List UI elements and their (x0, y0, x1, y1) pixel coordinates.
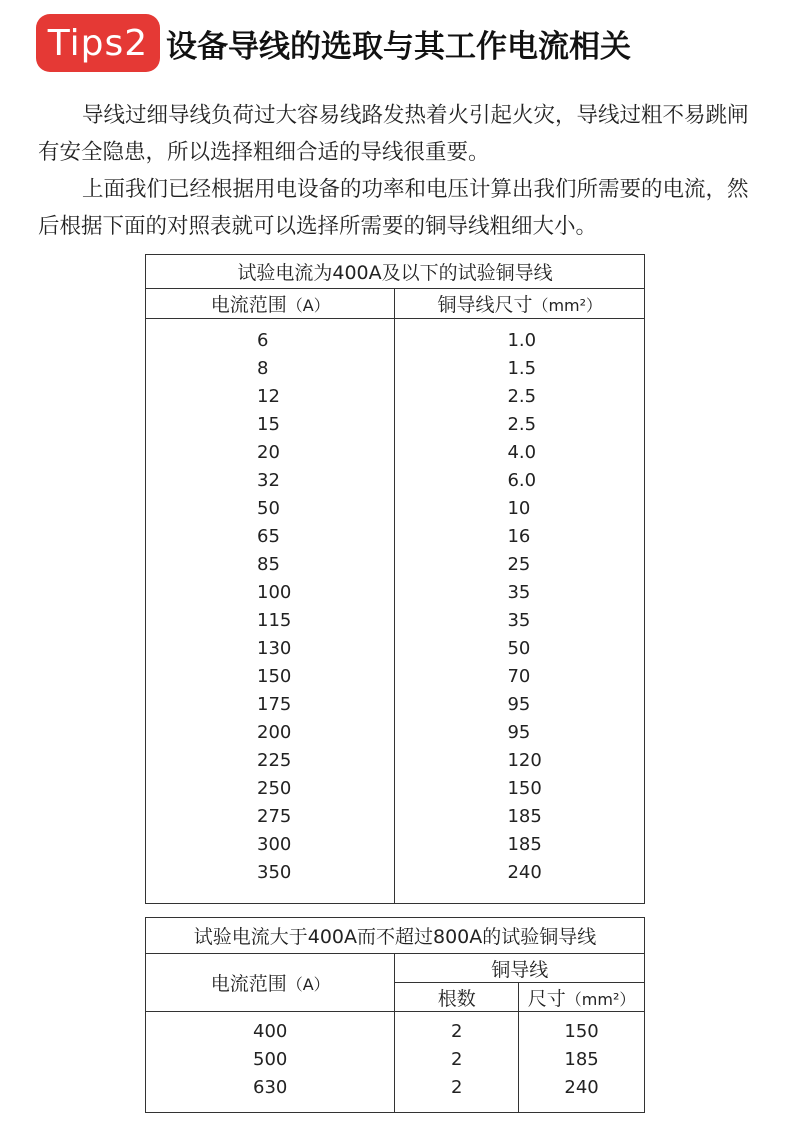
table1-size-cell: 6.0 (507, 470, 537, 491)
table1-size-cell: 25 (507, 554, 531, 575)
table1-current-cell: 225 (257, 750, 292, 771)
table1-current-cell: 300 (257, 834, 292, 855)
table2-caption: 试验电流大于400A而不超过800A的试验铜导线 (146, 918, 645, 954)
paragraph-2 (38, 171, 758, 245)
table2-current-column (146, 1012, 395, 1113)
table2-col-size (519, 983, 645, 1012)
tips-badge: Tips2 (36, 14, 160, 72)
table2-col-size-label: 尺寸 (527, 987, 566, 1010)
copper-wire-table-800a (145, 917, 645, 1113)
table1-current-cell: 200 (257, 722, 292, 743)
table1-current-cell: 12 (257, 386, 280, 407)
table1-current-cell: 175 (257, 694, 292, 715)
table1-col-size-label: 铜导线尺寸 (437, 294, 533, 316)
paragraph-2-text: 上面我们已经根据用电设备的功率和电压计算出我们所需要的电流，然后根据下面的对照表就可以选择所需要的铜导线粗细大小。 (38, 177, 749, 239)
paragraph-1 (38, 97, 758, 171)
table1-size-cell: 1.5 (507, 358, 537, 379)
table1-current-cell: 275 (257, 806, 292, 827)
table1-size-cell: 95 (507, 694, 531, 715)
table2-size-cell: 150 (564, 1021, 599, 1042)
table1-size-cell: 95 (507, 722, 531, 743)
header (36, 14, 631, 72)
table2-col-count: 根数 (395, 983, 519, 1012)
table1-col-current (146, 289, 395, 319)
table1-current-cell: 15 (257, 414, 280, 435)
table2-size-cell: 240 (564, 1077, 599, 1098)
table2-current-cell: 400 (253, 1021, 288, 1042)
table2-count-cell: 2 (451, 1021, 463, 1042)
table1-current-cell: 85 (257, 554, 280, 575)
table1-size-cell: 2.5 (507, 386, 537, 407)
table1-current-cell: 250 (257, 778, 292, 799)
table2-col-current-label: 电流范围 (210, 973, 287, 995)
table1-size-cell: 1.0 (507, 330, 537, 351)
table2-col-current-unit: （A） (286, 975, 330, 994)
table1-current-cell: 50 (257, 498, 280, 519)
table2-count-cell: 2 (451, 1049, 463, 1070)
table1-current-cell: 100 (257, 582, 292, 603)
table1-current-cell: 130 (257, 638, 292, 659)
table1-caption: 试验电流为400A及以下的试验铜导线 (146, 255, 645, 289)
table1-size-cell: 150 (507, 778, 542, 799)
table2-current-cell: 630 (253, 1077, 288, 1098)
table1-col-size-unit: （mm²） (532, 296, 603, 315)
table1-current-cell: 150 (257, 666, 292, 687)
table2-size-column (519, 1012, 645, 1113)
table2-current-cell: 500 (253, 1049, 288, 1070)
paragraph-1-text: 导线过细导线负荷过大容易线路发热着火引起火灾，导线过粗不易跳闸有安全隐患，所以选择粗细合适的导线很重要。 (38, 103, 749, 165)
table1-col-current-unit: （A） (286, 296, 330, 315)
table1-current-cell: 65 (257, 526, 280, 547)
table2-col-current (146, 954, 395, 1012)
table1-size-cell: 35 (507, 610, 531, 631)
table1-size-cell: 240 (507, 862, 542, 883)
table1-current-cell: 115 (257, 610, 292, 631)
table2-count-column (395, 1012, 519, 1113)
table1-col-size (395, 289, 645, 319)
table1-size-cell: 70 (507, 666, 531, 687)
table1-current-column (146, 319, 395, 904)
table1-size-cell: 10 (507, 498, 531, 519)
table2-group-header: 铜导线 (395, 954, 645, 983)
table2-count-cell: 2 (451, 1077, 463, 1098)
table1-size-cell: 2.5 (507, 414, 537, 435)
table1-size-cell: 4.0 (507, 442, 537, 463)
page-title: 设备导线的选取与其工作电流相关 (166, 28, 631, 65)
table1-size-cell: 120 (507, 750, 542, 771)
table1-col-current-label: 电流范围 (210, 294, 287, 316)
copper-wire-table-400a (145, 254, 645, 904)
table1-current-cell: 8 (257, 358, 269, 379)
table1-size-cell: 16 (507, 526, 531, 547)
table1-current-cell: 350 (257, 862, 292, 883)
table2-size-cell: 185 (564, 1049, 599, 1070)
table1-size-cell: 50 (507, 638, 531, 659)
table2-col-size-unit: （mm²） (565, 989, 636, 1009)
table1-size-column (395, 319, 645, 904)
table1-current-cell: 32 (257, 470, 280, 491)
table1-current-cell: 6 (257, 330, 269, 351)
table1-size-cell: 185 (507, 806, 542, 827)
table1-size-cell: 35 (507, 582, 531, 603)
table1-size-cell: 185 (507, 834, 542, 855)
table1-current-cell: 20 (257, 442, 280, 463)
